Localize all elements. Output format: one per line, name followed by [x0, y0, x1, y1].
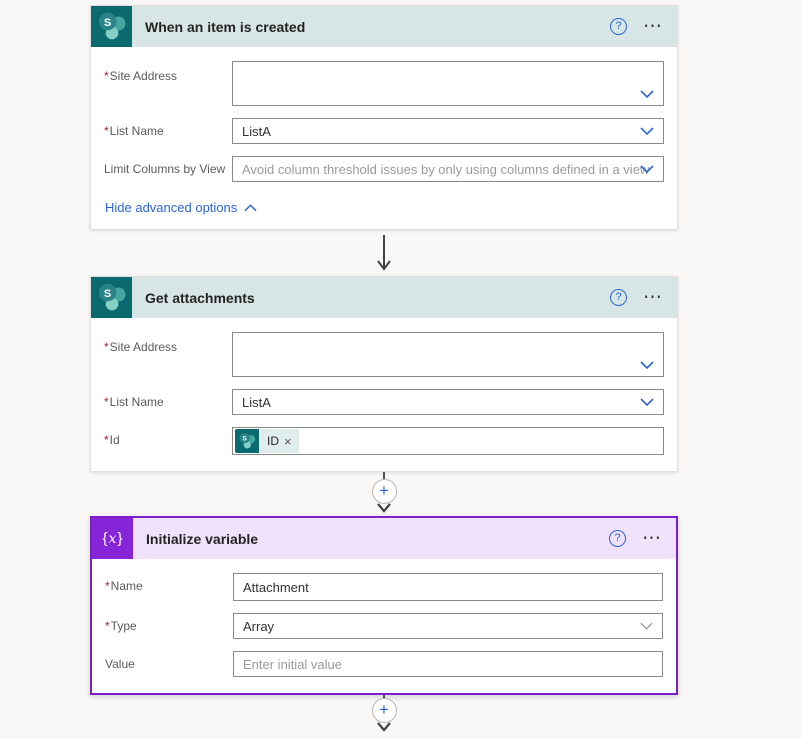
card-title: Initialize variable [146, 530, 259, 547]
flow-connector [372, 695, 397, 739]
flow-connector [372, 472, 397, 516]
flow-connector [376, 230, 392, 276]
action-card-when-an-item-is-created [90, 5, 678, 230]
list-name-combobox[interactable] [232, 389, 664, 415]
action-card-get-attachments [90, 276, 678, 472]
chevron-down-icon [640, 622, 653, 630]
card-body [91, 47, 677, 229]
limit-columns-combobox[interactable] [232, 156, 664, 182]
ellipsis-menu-icon[interactable]: ⋯ [643, 286, 664, 308]
id-token-input[interactable] [232, 427, 664, 455]
site-address-combobox[interactable] [232, 61, 664, 106]
required-marker: * [104, 340, 109, 354]
help-icon[interactable]: ? [609, 530, 626, 547]
variable-value-input[interactable] [233, 651, 663, 677]
action-card-initialize-variable [90, 516, 678, 695]
list-name-combobox[interactable] [232, 118, 664, 144]
field-label-name: *Name [105, 579, 143, 593]
arrow-down-icon [376, 721, 392, 732]
svg-text:S: S [242, 435, 247, 443]
token-remove-icon[interactable]: × [284, 433, 292, 449]
dynamic-content-token[interactable] [235, 429, 299, 453]
ellipsis-menu-icon[interactable]: ⋯ [642, 527, 663, 549]
chevron-up-icon [244, 204, 257, 212]
card-title: Get attachments [145, 289, 255, 306]
list-name-value: ListA [242, 394, 271, 410]
chevron-down-icon [640, 127, 654, 135]
card-title: When an item is created [145, 18, 306, 35]
help-icon[interactable]: ? [610, 18, 627, 35]
variable-type-select[interactable] [233, 613, 663, 639]
ellipsis-menu-icon[interactable]: ⋯ [643, 15, 664, 37]
hide-advanced-options-link[interactable]: Hide advanced options [105, 200, 257, 215]
field-label-site-address: *Site Address [104, 69, 178, 83]
required-marker: * [104, 433, 109, 447]
token-label: ID [267, 434, 279, 448]
required-marker: * [105, 619, 110, 633]
required-marker: * [104, 124, 109, 138]
card-header-get-attachments[interactable] [91, 277, 677, 318]
help-icon[interactable]: ? [610, 289, 627, 306]
variable-icon: { x } [92, 518, 133, 559]
required-marker: * [104, 69, 109, 83]
field-label-limit-columns: Limit Columns by View [104, 162, 226, 176]
field-label-value: Value [105, 657, 135, 671]
chevron-down-icon [640, 398, 654, 406]
sharepoint-icon [235, 429, 259, 453]
variable-type-value: Array [243, 618, 275, 634]
limit-columns-placeholder: Avoid column threshold issues by only using columns defined in a view [242, 161, 650, 177]
card-header-initialize-variable[interactable] [92, 518, 676, 559]
chevron-down-icon [640, 361, 654, 369]
required-marker: * [104, 395, 109, 409]
svg-text:S: S [103, 16, 112, 29]
field-label-list-name: *List Name [104, 395, 164, 409]
arrow-down-icon [376, 502, 392, 513]
list-name-value: ListA [242, 123, 271, 139]
insert-step-button[interactable]: + [372, 698, 397, 723]
field-label-type: *Type [105, 619, 137, 633]
card-body [92, 559, 676, 693]
variable-value-placeholder: Enter initial value [243, 656, 342, 672]
card-header-when-an-item-is-created[interactable] [91, 6, 677, 47]
variable-name-input[interactable] [233, 573, 663, 601]
flow-designer-canvas [90, 5, 678, 739]
site-address-combobox[interactable] [232, 332, 664, 377]
card-body [91, 318, 677, 471]
sharepoint-icon [91, 6, 132, 47]
field-label-id: *Id [104, 433, 120, 447]
chevron-down-icon [640, 165, 654, 173]
arrow-down-icon [376, 234, 392, 272]
insert-step-button[interactable]: + [372, 479, 397, 504]
chevron-down-icon [640, 90, 654, 98]
field-label-site-address: *Site Address [104, 340, 178, 354]
required-marker: * [105, 579, 110, 593]
variable-name-value: Attachment [243, 579, 309, 595]
sharepoint-icon [91, 277, 132, 318]
field-label-list-name: *List Name [104, 124, 164, 138]
svg-text:S: S [103, 287, 112, 300]
